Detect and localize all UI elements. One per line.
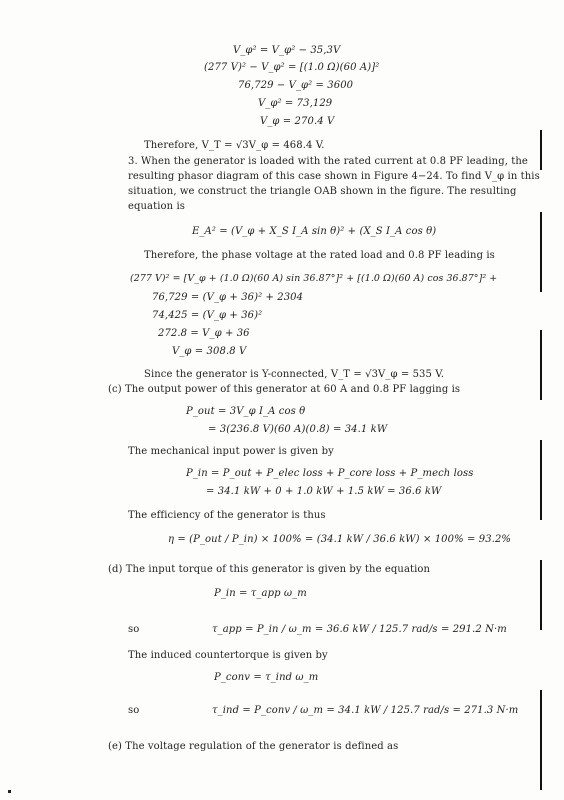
paragraph-line: (c) The output power of this generator at 60 A and 0.8 PF lagging is [108, 384, 461, 395]
paragraph-line: Since the generator is Y-connected, V_T = √3V_φ = 535 V. [144, 369, 445, 380]
paragraph-line: situation, we construct the triangle OAB shown in the figure. The resulting [128, 186, 517, 197]
margin-bar [540, 560, 542, 630]
equation-line: τ_app = P_in / ω_m = 36.6 kW / 125.7 rad/s = 291.2 N·m [212, 624, 507, 635]
equation-line: P_conv = τ_ind ω_m [214, 672, 319, 683]
paragraph-line: The efficiency of the generator is thus [128, 510, 326, 521]
margin-bar [540, 130, 542, 170]
paragraph-line: resulting phasor diagram of this case shown in Figure 4−24. To find V_φ in this [128, 171, 540, 182]
paragraph-line: Therefore, the phase voltage at the rated load and 0.8 PF leading is [144, 250, 495, 261]
equation-line: (277 V)² = [V_φ + (1.0 Ω)(60 A) sin 36.87°]² + [(1.0 Ω)(60 A) cos 36.87°]² + [130, 273, 498, 284]
equation-line: V_φ = 308.8 V [172, 346, 247, 357]
margin-bar [540, 690, 542, 790]
paragraph-line: so [128, 624, 140, 635]
equation-line: η = (P_out / P_in) × 100% = (34.1 kW / 36.6 kW) × 100% = 93.2% [168, 534, 512, 545]
equation-line: P_in = P_out + P_elec loss + P_core loss + P_mech loss [186, 468, 474, 479]
paragraph-line: 3. When the generator is loaded with the rated current at 0.8 PF leading, the [128, 156, 528, 167]
scan-mark [8, 790, 11, 793]
paragraph-line: The induced countertorque is given by [128, 650, 328, 661]
equation-line: 272.8 = V_φ + 36 [158, 328, 250, 339]
paragraph-line: so [128, 705, 140, 716]
margin-bar [540, 330, 542, 400]
equation-line: P_out = 3V_φ I_A cos θ [186, 406, 306, 417]
equation-line: 74,425 = (V_φ + 36)² [152, 310, 263, 321]
equation-line: τ_ind = P_conv / ω_m = 34.1 kW / 125.7 rad/s = 271.3 N·m [212, 705, 519, 716]
equation-line: 76,729 − V_φ² = 3600 [238, 80, 354, 91]
equation-line: = 3(236.8 V)(60 A)(0.8) = 34.1 kW [208, 424, 388, 435]
equation-line: (277 V)² − V_φ² = [(1.0 Ω)(60 A)]² [204, 62, 380, 73]
paragraph-line: equation is [128, 201, 186, 212]
paragraph-line: The mechanical input power is given by [128, 446, 334, 457]
equation-line: = 34.1 kW + 0 + 1.0 kW + 1.5 kW = 36.6 kW [206, 486, 442, 497]
margin-bar [540, 440, 542, 520]
equation-line: E_A² = (V_φ + X_S I_A sin θ)² + (X_S I_A cos θ) [192, 226, 437, 237]
equation-line: V_φ² = V_φ² − 35,3V [233, 45, 341, 56]
equation-line: 76,729 = (V_φ + 36)² + 2304 [152, 292, 304, 303]
equation-line: V_φ = 270.4 V [260, 116, 335, 127]
margin-bar [540, 212, 542, 292]
paragraph-line: Therefore, V_T = √3V_φ = 468.4 V. [144, 140, 325, 151]
equation-line: P_in = τ_app ω_m [214, 588, 307, 599]
paragraph-line: (e) The voltage regulation of the generator is defined as [108, 741, 399, 752]
equation-line: V_φ² = 73,129 [258, 98, 333, 109]
paragraph-line: (d) The input torque of this generator is given by the equation [108, 564, 431, 575]
